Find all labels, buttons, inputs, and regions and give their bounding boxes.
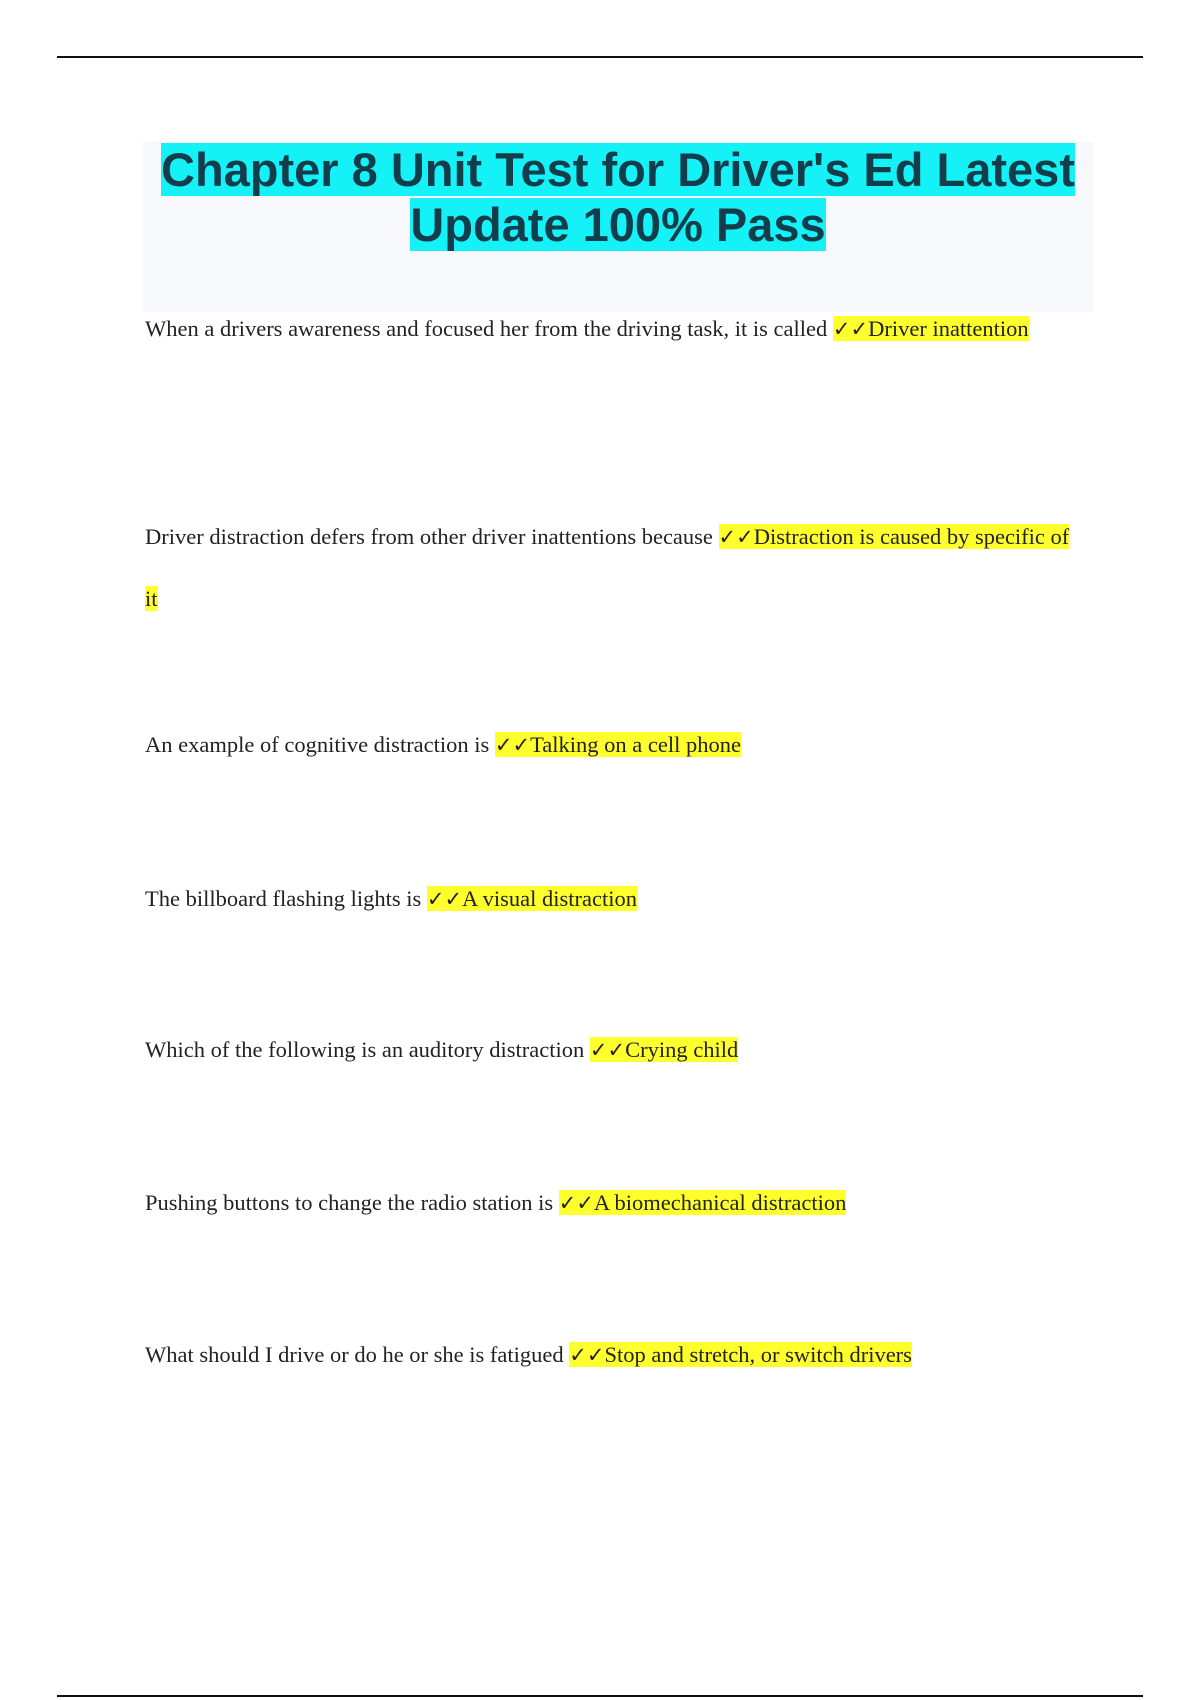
title-block [143,142,1093,312]
answer-text: Stop and stretch, or switch drivers [604,1342,912,1367]
answer-highlight [559,1190,847,1215]
top-rule [57,56,1143,58]
answer-highlight [833,316,1029,341]
answer-text: A biomechanical distraction [593,1190,847,1215]
answer-highlight [495,732,741,757]
document-title [143,142,1093,252]
answer-text: Driver inattention [868,316,1029,341]
qa-item-6 [145,1172,1075,1234]
double-check-icon: ✓✓ [558,1191,594,1215]
qa-item-1 [145,298,1075,360]
double-check-icon: ✓✓ [589,1038,626,1062]
bottom-rule [57,1695,1143,1697]
double-check-icon: ✓✓ [569,1343,605,1367]
qa-item-7 [145,1324,1075,1386]
double-check-icon: ✓✓ [494,733,531,757]
double-check-icon: ✓✓ [832,317,869,341]
answer-text: A visual distraction [462,886,638,911]
qa-item-2 [145,506,1075,629]
double-check-icon: ✓✓ [426,887,463,911]
question-text: Which of the following is an auditory distraction [145,1037,590,1062]
question-text: An example of cognitive distraction is [145,732,495,757]
answer-text: Talking on a cell phone [530,732,741,757]
qa-item-3 [145,714,1075,776]
question-text: When a drivers awareness and focused her from the driving task, it is called [145,316,833,341]
qa-item-4 [145,868,1075,930]
answer-highlight [427,886,637,911]
question-text: Driver distraction defers from other driver inattentions because [145,524,719,549]
qa-item-5 [145,1019,1075,1081]
document-title-text: Chapter 8 Unit Test for Driver's Ed Latest Update 100% Pass [161,143,1075,251]
answer-text: Crying child [625,1037,739,1062]
answer-text: Distraction is caused by specific of it [145,524,1070,611]
answer-highlight [569,1342,912,1367]
question-text: What should I drive or do he or she is fatigued [145,1342,570,1367]
question-text: Pushing buttons to change the radio station is [145,1190,559,1215]
double-check-icon: ✓✓ [718,525,754,549]
answer-highlight [590,1037,738,1062]
question-text: The billboard flashing lights is [145,886,427,911]
